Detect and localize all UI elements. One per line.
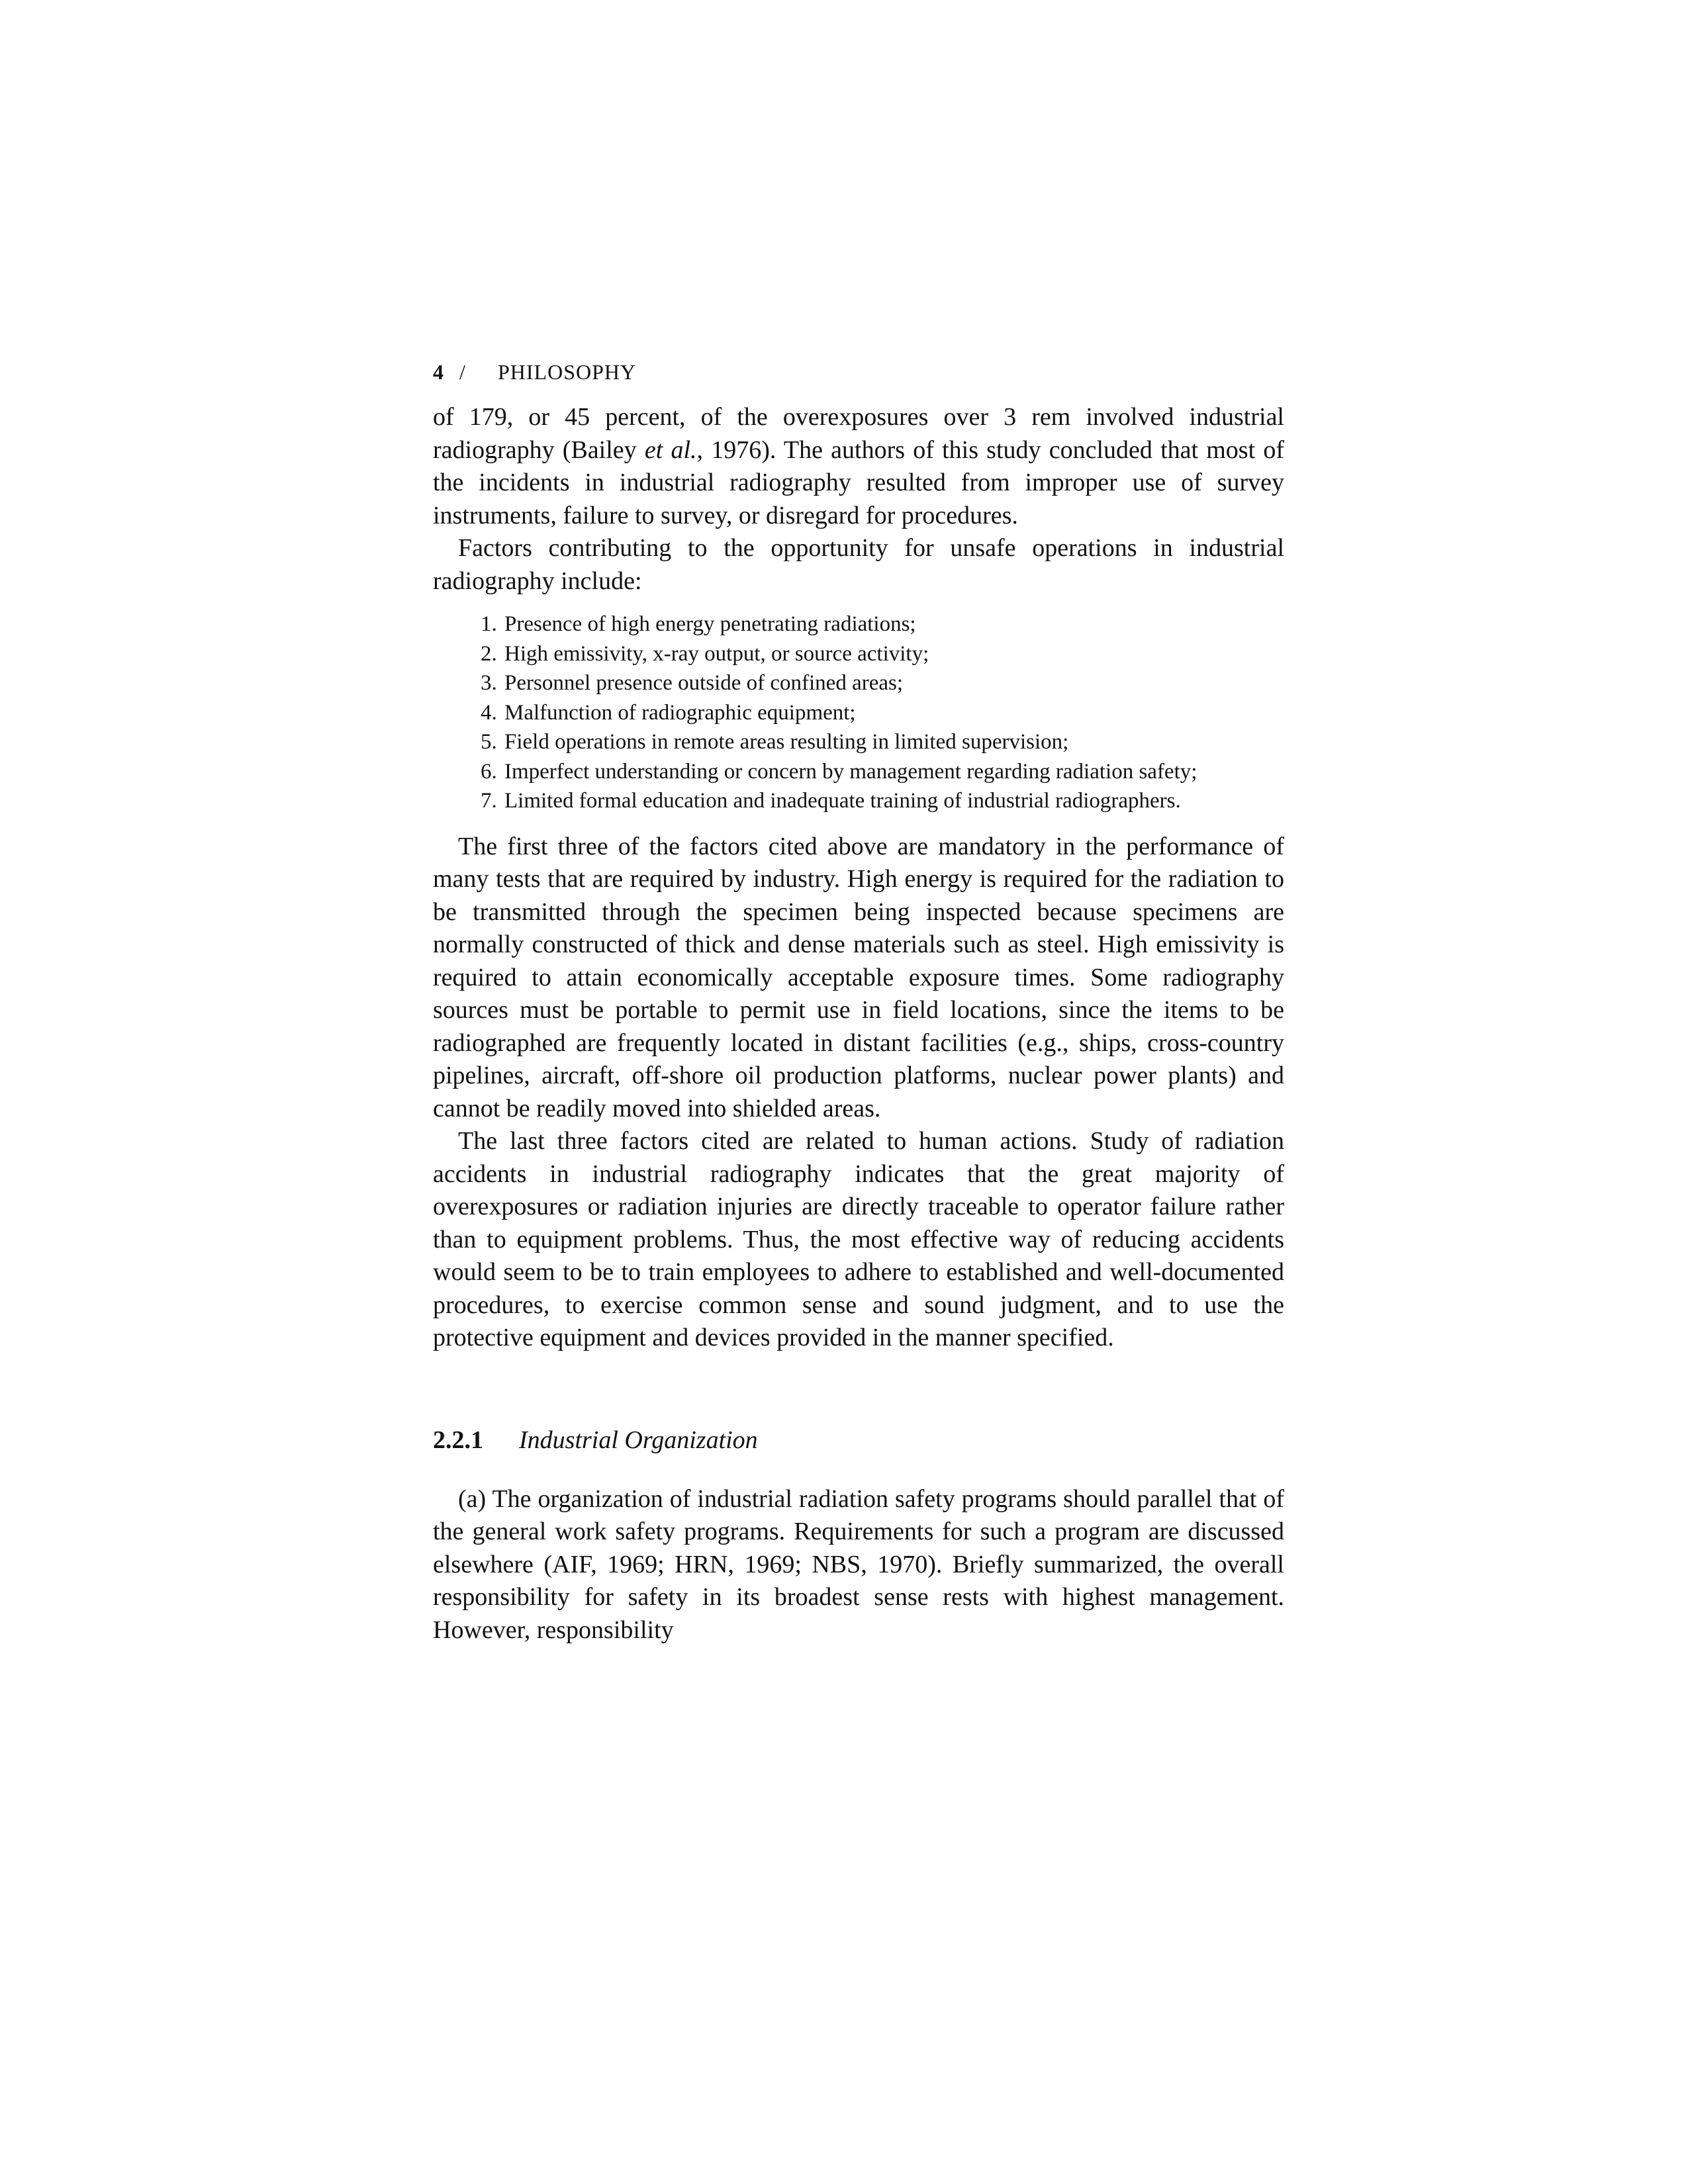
list-item-text: Personnel presence outside of confined areas; <box>504 671 904 695</box>
list-item-number: 4. <box>481 700 497 725</box>
list-item-text: Imperfect understanding or concern by management regarding radiation safety; <box>504 759 1197 784</box>
list-item-text: Presence of high energy penetrating radiations; <box>504 612 916 636</box>
list-item <box>481 786 1259 816</box>
page-number: 4 <box>433 360 444 384</box>
list-item <box>481 757 1259 787</box>
list-item-text: Field operations in remote areas resulting in limited supervision; <box>504 730 1069 754</box>
paragraph-text: of 179, or 45 percent, of the overexposures over 3 rem involved industrial radiography (Bailey <box>433 403 1284 464</box>
book-page <box>433 357 1284 1647</box>
list-item-number: 7. <box>481 789 497 813</box>
list-item-number: 6. <box>481 759 497 784</box>
paragraph-text: , 1976). The authors of this study concluded that most of the incidents in industrial radiography resulted from improper use of survey instruments, failure to survey, or disregard for procedures. <box>433 435 1285 529</box>
paragraph-last-three-factors: The last three factors cited are related to human actions. Study of radiation accidents in industrial radiography indicates that the great majority of overexposures or radiation injuries are directly traceable to operator failure rather than to equipment problems. Thus, the most effective way of reducing accidents would seem to be to train employees to adhere to established and well-documented procedures, to exercise common sense and sound judgment, and to use the protective equipment and devices provided in the manner specified. <box>433 1127 1284 1351</box>
section-heading <box>433 1424 1284 1457</box>
list-item <box>481 668 1259 698</box>
citation-et-al: et al. <box>644 435 697 464</box>
paragraph-overexposure-statistics <box>433 401 1284 532</box>
section-title: Industrial Organization <box>519 1426 758 1454</box>
list-item <box>481 639 1259 669</box>
list-item <box>481 610 1259 639</box>
list-item-text: Limited formal education and inadequate training of industrial radiographers. <box>504 789 1181 813</box>
list-item-number: 2. <box>481 641 497 666</box>
paragraph-factors-intro: Factors contributing to the opportunity for unsafe operations in industrial radiography include: <box>433 534 1284 595</box>
list-item <box>481 727 1259 757</box>
list-item <box>481 698 1259 728</box>
running-head <box>433 357 1284 387</box>
chapter-title: PHILOSOPHY <box>498 360 637 384</box>
list-item-number: 5. <box>481 730 497 754</box>
list-item-number: 1. <box>481 612 497 636</box>
list-item-number: 3. <box>481 671 497 695</box>
list-item-text: High emissivity, x-ray output, or source activity; <box>504 641 929 666</box>
factors-list <box>433 610 1284 816</box>
paragraph-first-three-factors: The first three of the factors cited above are mandatory in the performance of many tests that are required by industry. High energy is required for the radiation to be transmitted through the specimen being inspected because specimens are normally constructed of thick and dense materials such as steel. High emissivity is required to attain economically acceptable exposure times. Some radiography sources must be portable to permit use in field locations, since the items to be radiographed are frequently located in distant facilities (e.g., ships, cross-country pipelines, aircraft, off-shore oil production platforms, nuclear power plants) and cannot be readily moved into shielded areas. <box>433 832 1284 1122</box>
section-number: 2.2.1 <box>433 1426 483 1454</box>
paragraph-industrial-organization: (a) The organization of industrial radiation safety programs should parallel that of the general work safety programs. Requirements for such a program are discussed elsewhere (AIF, 1969; HRN, 1969; NBS, 1970). Briefly summarized, the overall responsibility for safety in its broadest sense rests with highest management. However, responsibility <box>433 1484 1284 1644</box>
list-item-text: Malfunction of radiographic equipment; <box>504 700 856 725</box>
header-separator: / <box>459 360 466 384</box>
